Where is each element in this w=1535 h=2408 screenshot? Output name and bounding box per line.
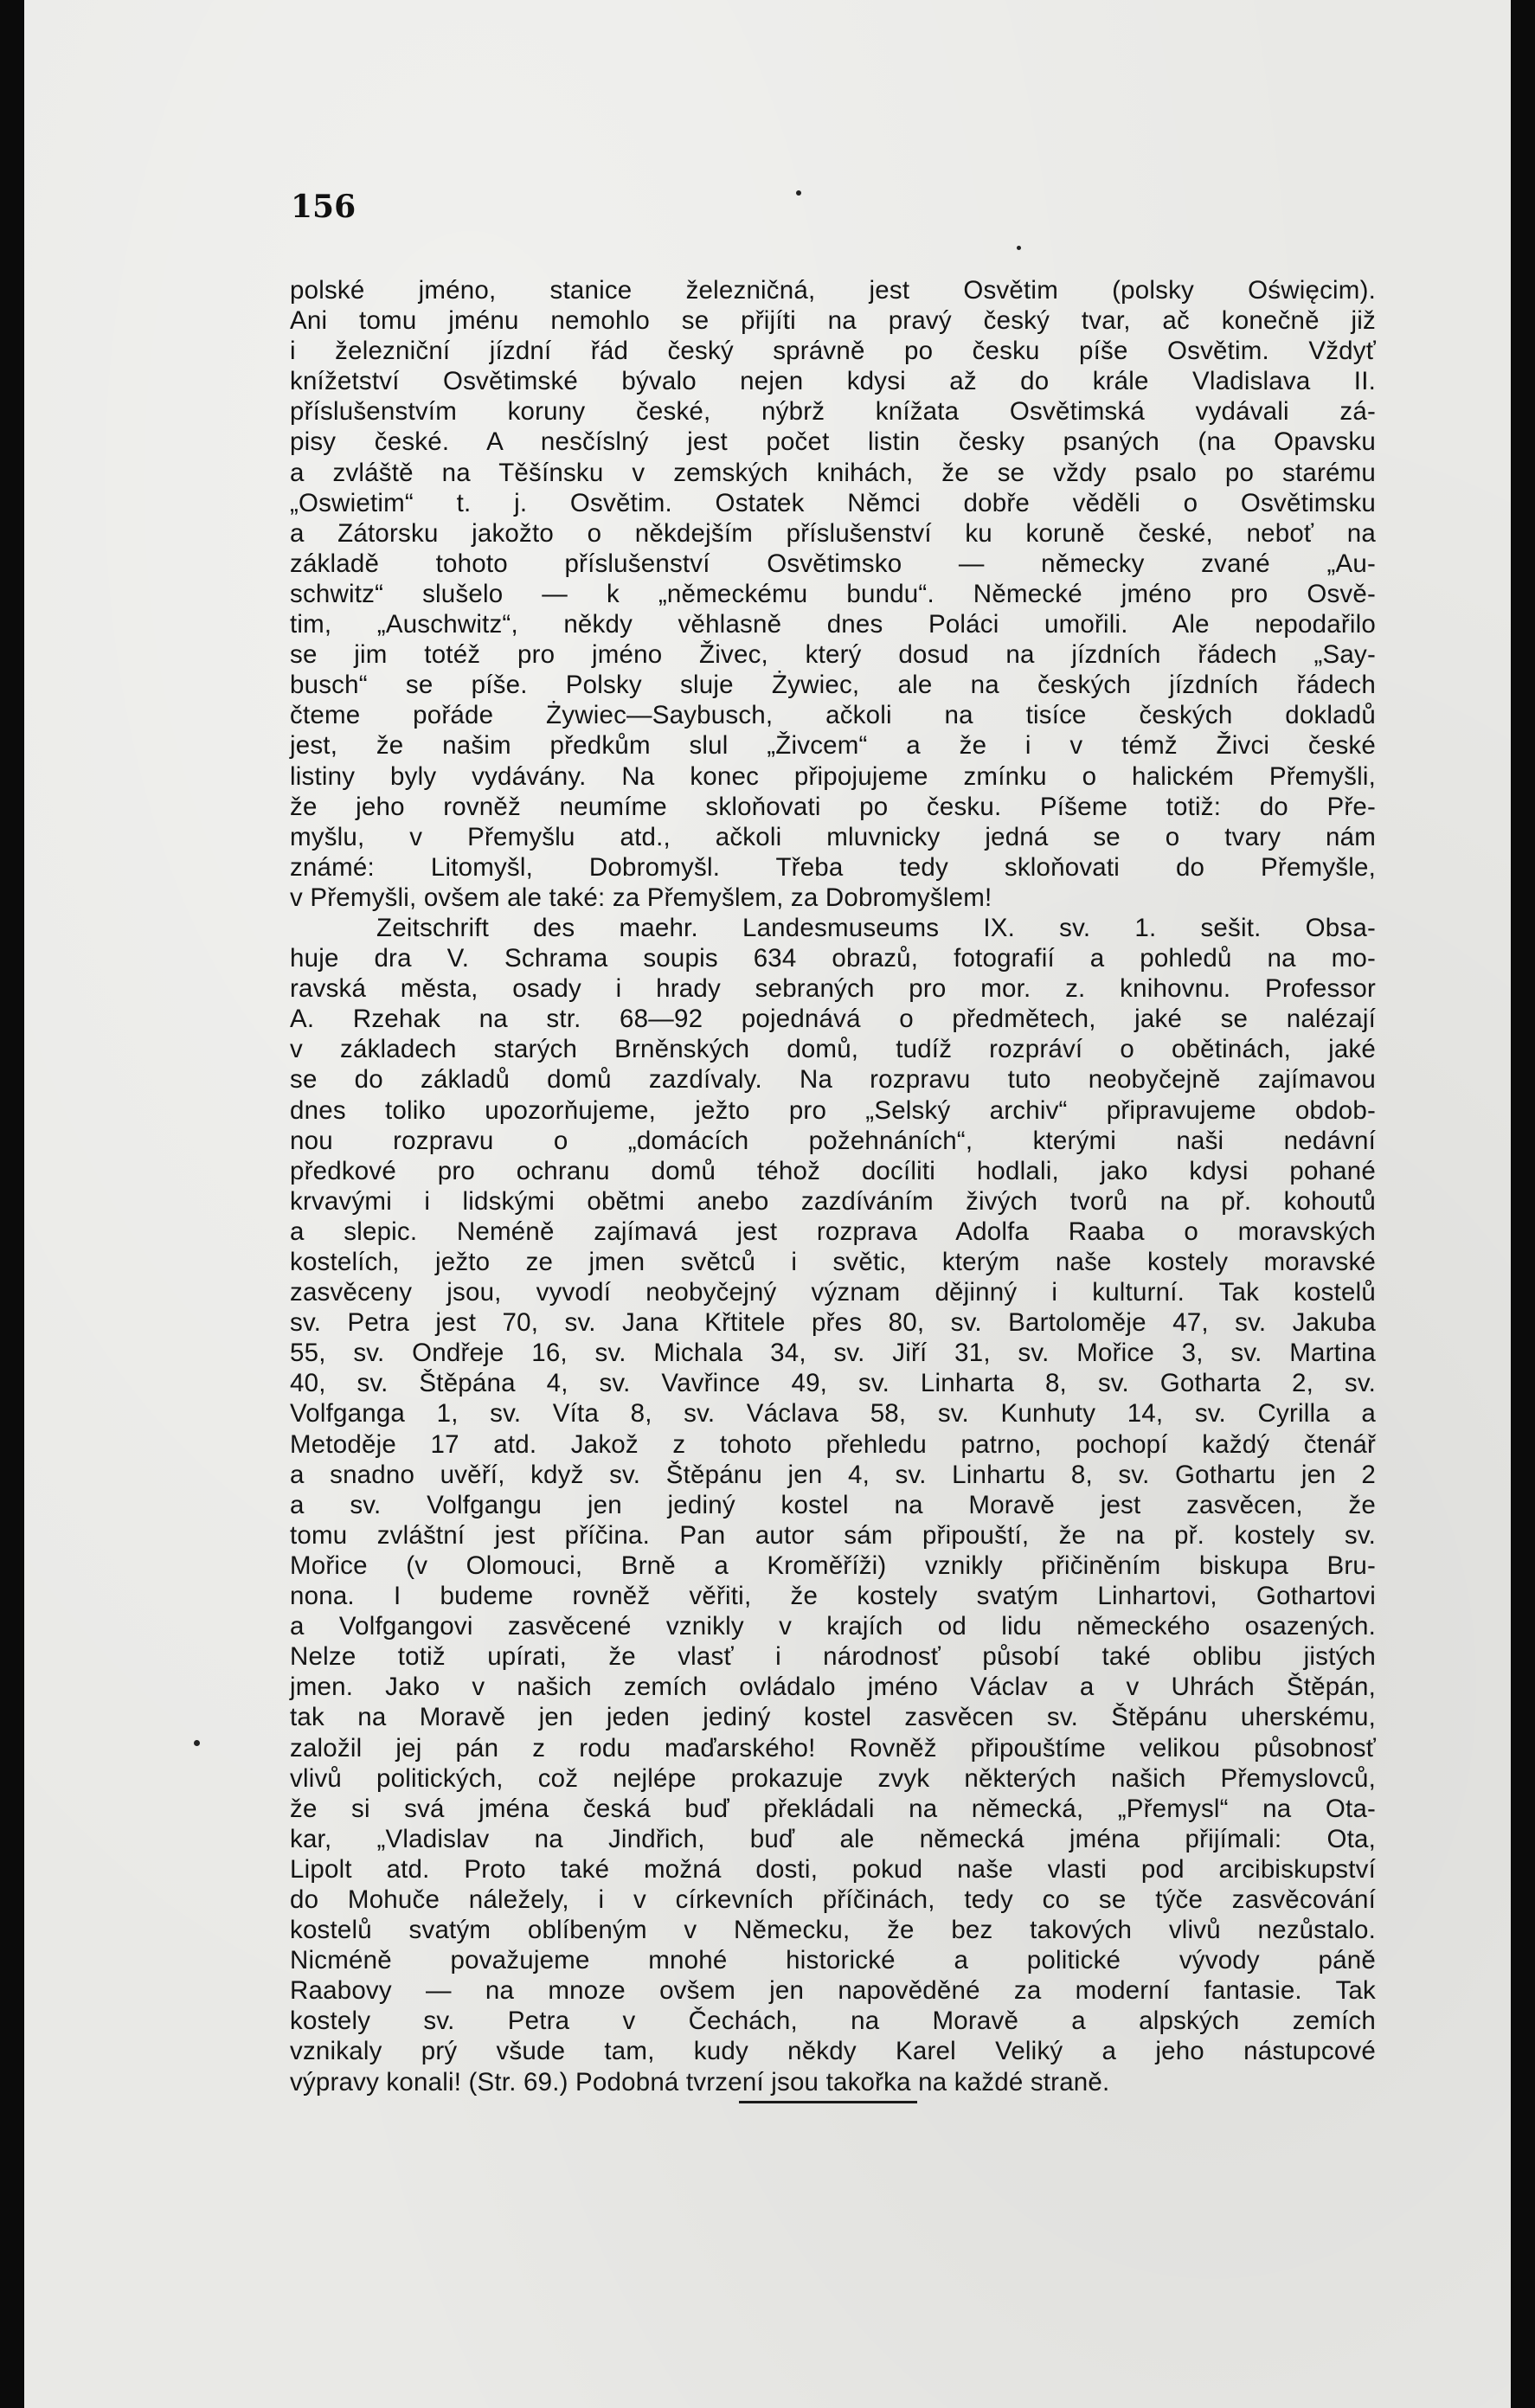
text-line: Metoděje 17 atd. Jakož z tohoto přehledu patrno, pochopí každý čtenář [290,1429,1376,1459]
text-line: A. Rzehak na str. 68—92 pojednává o předmětech, jaké se nalézají [290,1005,1376,1034]
text-line: krvavými i lidskými obětmi anebo zazdíváním živých tvorů na př. kohoutů [290,1186,1376,1216]
text-line: Lipolt atd. Proto také možná dosti, pokud naše vlasti pod arcibiskupství [290,1854,1376,1884]
text-line: polské jméno, stanice železničná, jest Osvětim (polsky Oświęcim). [290,276,1376,305]
closing-rule [739,2101,917,2103]
text-line: Zeitschrift des maehr. Landesmuseums IX. sv. 1. sešit. Obsa- [376,913,1376,942]
text-line: tomu zvláštní jest příčina. Pan autor sám připouští, že na př. kostely sv. [290,1520,1376,1550]
text-line: tak na Moravě jen jeden jediný kostel zasvěcen sv. Štěpánu uherskému, [290,1703,1376,1732]
text-line: knížetství Osvětimské bývalo nejen kdysi až do krále Vladislava II. [290,367,1376,396]
text-line: Ani tomu jménu nemohlo se přijíti na pravý český tvar, ač konečně již [290,306,1376,336]
text-line: se jim totéž pro jméno Živec, který dosud na jízdních řádech „Say- [290,640,1376,670]
text-line: kostelích, ježto ze jmen světců i světic, kterým naše kostely moravské [290,1248,1376,1276]
text-line: Raabovy — na mnoze ovšem jen napověděné za moderní fantasie. Tak [290,1976,1376,2006]
text-line: a Volfgangovi zasvěcené vznikly v krajích od lidu německého osazených. [290,1612,1376,1641]
text-line: kostely sv. Petra v Čechách, na Moravě a alpských zemích [290,2007,1376,2036]
text-line: vlivů politických, což nejlépe prokazuje zvyk některých našich Přemyslovců, [290,1763,1376,1793]
text-line: listiny byly vydávány. Na konec připojujeme zmínku o halickém Přemyšli, [290,761,1376,791]
page-number: 156 [291,189,356,225]
text-line: kar, „Vladislav na Jindřich, buď ale německá jména přijímali: Ota, [290,1824,1376,1853]
article-body [290,275,1376,2097]
text-line: předkové pro ochranu domů téhož docíliti hodlali, jako kdysi pohané [290,1156,1376,1185]
text-line: „Oswietim“ t. j. Osvětim. Ostatek Němci dobře věděli o Osvětimsku [290,488,1376,517]
text-line: že jeho rovněž neumíme skloňovati po česku. Píšeme totiž: do Pře- [290,792,1376,821]
text-line: a sv. Volfgangu jen jediný kostel na Moravě jest zasvěcen, že [290,1490,1376,1519]
print-speck [796,190,801,196]
text-line: v základech starých Brněnských domů, tudíž rozpráví o obětinách, jaké [290,1035,1376,1064]
text-line: Nelze totiž upírati, že vlasť i národnosť působí také oblibu jistých [290,1642,1376,1672]
text-line: tim, „Auschwitz“, někdy věhlasně dnes Poláci umořili. Ale nepodařilo [290,610,1376,639]
text-line: v Přemyšli, ovšem ale také: za Přemyšlem, za Dobromyšlem! [290,883,992,912]
text-line: 40, sv. Štěpána 4, sv. Vavřince 49, sv. Linharta 8, sv. Gotharta 2, sv. [290,1369,1376,1398]
text-line: vznikaly prý všude tam, kudy někdy Karel Veliký a jeho nástupcové [290,2037,1376,2066]
text-line: busch“ se píše. Polsky sluje Żywiec, ale na českých jízdních řádech [290,671,1376,700]
text-line: myšlu, v Přemyšlu atd., ačkoli mluvnicky jedná se o tvary nám [290,822,1376,851]
print-speck [1017,246,1021,250]
text-line: ravská města, osady i hrady sebraných pro mor. z. knihovnu. Professor [290,974,1376,1004]
text-line: i železniční jízdní řád český správně po česku píše Osvětim. Vždyť [290,337,1376,366]
text-line: kostelů svatým oblíbeným v Německu, že bez takových vlivů nezůstalo. [290,1916,1376,1945]
text-line: čteme pořáde Żywiec—Saybusch, ačkoli na tisíce českých dokladů [290,701,1376,730]
text-line: nou rozpravu o „domácích požehnáních“, kterými naši nedávní [290,1126,1376,1155]
text-line: zasvěceny jsou, vyvodí neobyčejný význam dějinný i kulturní. Tak kostelů [290,1278,1376,1307]
text-line: a snadno uvěří, když sv. Štěpánu jen 4, sv. Linhartu 8, sv. Gothartu jen 2 [290,1460,1376,1489]
text-line: a slepic. Neméně zajímavá jest rozprava Adolfa Raaba o moravských [290,1217,1376,1246]
text-line: a Zátorsku jakožto o někdejším příslušenství ku koruně české, neboť na [290,518,1376,548]
book-page [24,0,1511,2408]
text-line: Volfganga 1, sv. Víta 8, sv. Václava 58, sv. Kunhuty 14, sv. Cyrilla a [290,1399,1376,1429]
text-line: základě tohoto příslušenství Osvětimsko — německy zvané „Au- [290,549,1376,578]
text-line: do Mohuče náležely, i v církevních příčinách, tedy co se týče zasvěcování [290,1885,1376,1914]
text-line: sv. Petra jest 70, sv. Jana Křtitele přes 80, sv. Bartoloměje 47, sv. Jakuba [290,1308,1376,1338]
text-line: jest, že našim předkům slul „Živcem“ a že i v témž Živci české [290,731,1376,761]
print-speck [194,1740,200,1746]
text-line: nona. I budeme rovněž věřiti, že kostely svatým Linhartovi, Gothartovi [290,1582,1376,1611]
text-line: příslušenstvím koruny české, nýbrž knížata Osvětimská vydávali zá- [290,397,1376,427]
text-line: a zvláště na Těšínsku v zemských knihách, že se vždy psalo po starému [290,458,1376,487]
text-line: výpravy konali! (Str. 69.) Podobná tvrzení jsou takořka na každé straně. [290,2067,1110,2097]
text-line: schwitz“ slušelo — k „německému bundu“. Německé jméno pro Osvě- [290,579,1376,608]
text-line: založil jej pán z rodu maďarského! Rovněž připouštíme velikou působnosť [290,1733,1376,1763]
text-line: dnes toliko upozorňujeme, ježto pro „Selský archiv“ připravujeme obdob- [290,1095,1376,1125]
text-line: známé: Litomyšl, Dobromyšl. Třeba tedy skloňovati do Přemyšle, [290,852,1376,882]
text-line: se do základů domů zazdívaly. Na rozpravu tuto neobyčejně zajímavou [290,1065,1376,1095]
text-line: pisy české. A nesčíslný jest počet listin česky psaných (na Opavsku [290,427,1376,457]
text-line: že si svá jména česká buď překládali na německá, „Přemysl“ na Ota- [290,1794,1376,1823]
text-line: Nicméně považujeme mnohé historické a politické vývody páně [290,1946,1376,1975]
text-line: 55, sv. Ondřeje 16, sv. Michala 34, sv. Jiří 31, sv. Mořice 3, sv. Martina [290,1339,1376,1368]
text-line: Mořice (v Olomouci, Brně a Kroměříži) vznikly přičiněním biskupa Bru- [290,1551,1376,1580]
text-line: huje dra V. Schrama soupis 634 obrazů, fotografií a pohledů na mo- [290,944,1376,973]
text-line: jmen. Jako v našich zemích ovládalo jméno Václav a v Uhrách Štěpán, [290,1673,1376,1702]
